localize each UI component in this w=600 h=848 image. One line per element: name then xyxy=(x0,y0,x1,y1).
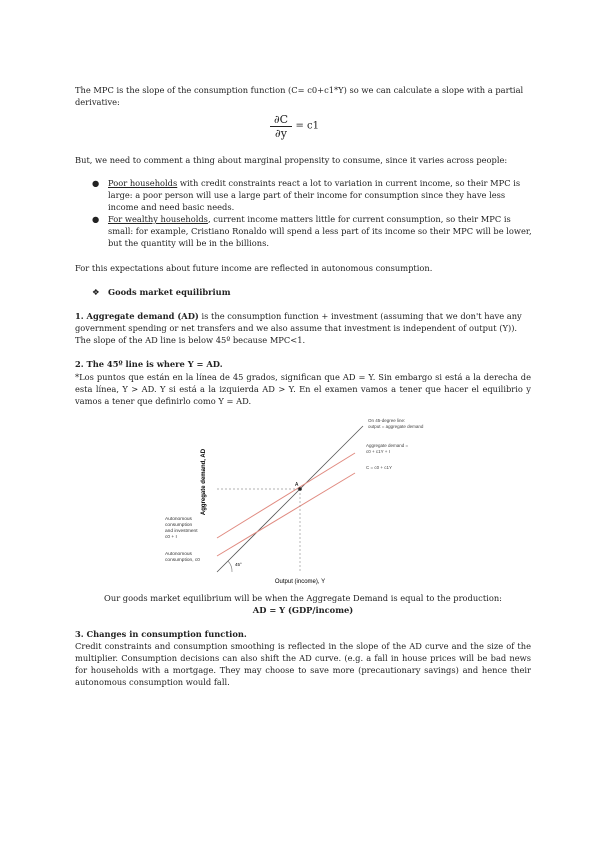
angle-label: 45° xyxy=(235,562,242,567)
expectations-paragraph: For this expectations about future income are reflected in autonomous consumption. xyxy=(75,263,433,273)
bullet-icon: ● xyxy=(92,178,100,188)
line-consumption xyxy=(217,473,355,556)
ad-text: is the consumption function + investment (assuming that we don't have any government spending or net transfers and we also assume that investment is independent of output (Y)). The slope of the AD line is below 45º because MPC<1. xyxy=(75,311,522,345)
bullet-lead: For wealthy households xyxy=(108,214,208,224)
equilibrium-point xyxy=(298,487,302,491)
autonomous-c-label: Autonomous consumption, c0 xyxy=(165,552,200,563)
formula-rhs: = c1 xyxy=(295,120,320,132)
point-label: A xyxy=(295,482,299,488)
bullet-poor xyxy=(108,177,532,213)
ad-label: Aggregate demand = c0 + c1Y + I xyxy=(366,443,409,454)
diamond-bullet-icon: ❖ xyxy=(92,287,100,297)
mpc-varies-paragraph: But, we need to comment a thing about marginal propensity to consume, since it varies across people: xyxy=(75,155,508,165)
autonomous-ci-label: Autonomous consumption and investment c0 + I xyxy=(165,517,198,540)
bullet-wealthy xyxy=(108,213,532,249)
y-axis-label: Aggregate demand, AD xyxy=(201,448,207,516)
changes-heading: 3. Changes in consumption function. xyxy=(75,629,247,639)
line-45-degree xyxy=(217,426,363,572)
line45-label: On 45-degree line: output = aggregate demand xyxy=(368,418,424,429)
mpc-paragraph: The MPC is the slope of the consumption function (C= c0+c1*Y) so we can calculate a slope with a partial derivative: xyxy=(75,85,524,107)
formula-denominator: ∂y xyxy=(275,127,287,140)
bullet-icon: ● xyxy=(92,214,100,224)
consumption-label: C = c0 + c1Y xyxy=(366,465,393,470)
formula-numerator: ∂C xyxy=(273,113,289,126)
aggregate-demand-paragraph xyxy=(75,310,531,346)
section-heading: Goods market equilibrium xyxy=(108,287,231,297)
equilibrium-caption: Our goods market equilibrium will be when the Aggregate Demand is equal to the production: xyxy=(104,593,502,603)
bullet-text: with credit constraints react a lot to variation in current income, so their MPC is large: a poor person will use a large part of their income for consumption since they have less income and need basic needs. xyxy=(108,178,521,212)
changes-text: Credit constraints and consumption smoothing is reflected in the slope of the AD curve and the size of the multiplier. Consumption decisions can also shift the AD curve. (e.g. a fall in house prices will be bad news for households with a mortgage. They may choose to save more (precautionary savings) and hence their autonomous consumption would fall. xyxy=(75,641,531,687)
ad-lead: 1. Aggregate demand (AD) xyxy=(75,311,199,321)
angle-arc xyxy=(228,561,232,572)
line45-spanish-text: *Los puntos que están en la línea de 45 grados, significan que AD = Y. Sin embargo si está a la derecha de esta línea, Y > AD. Y si está a la izquierda AD > Y. En el examen vamos a tener que hacer el equilibrio y vamos a tener que definirlo como Y = AD. xyxy=(75,372,531,406)
bullet-text: , current income matters little for current consumption, so their MPC is small: for example, Cristiano Ronaldo will spend a less part of its income so their MPC will be lower, but the quantity will be in the billions. xyxy=(108,214,532,248)
partial-derivative-formula xyxy=(270,113,319,140)
equilibrium-formula: AD = Y (GDP/income) xyxy=(252,605,354,615)
line45-heading: 2. The 45º line is where Y = AD. xyxy=(75,359,223,369)
x-axis-label: Output (income), Y xyxy=(274,579,326,585)
line-aggregate-demand xyxy=(217,453,355,538)
ad-45-degree-figure xyxy=(160,410,440,590)
bullet-lead: Poor households xyxy=(108,178,178,188)
